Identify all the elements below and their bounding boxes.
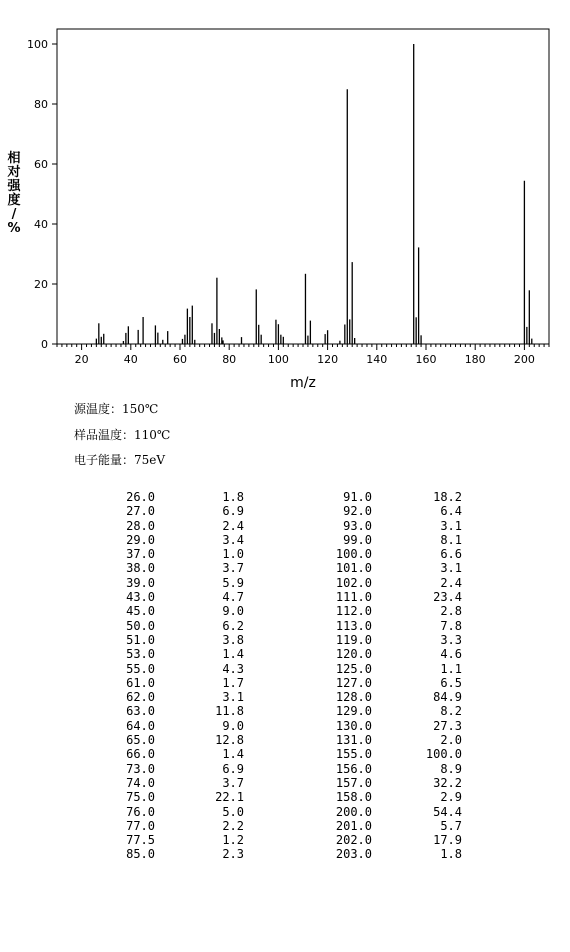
table-row xyxy=(0,490,570,504)
y-tick-label: 0 xyxy=(41,338,48,351)
intensity-cell: 6.9 xyxy=(222,761,244,776)
mz-cell: 113.0 xyxy=(335,618,372,633)
table-row xyxy=(0,690,570,704)
intensity-cell: 6.9 xyxy=(222,504,244,519)
source-temperature: 源温度：150℃ xyxy=(74,402,159,416)
intensity-cell: 8.2 xyxy=(440,704,462,719)
intensity-cell: 1.4 xyxy=(222,647,244,662)
mz-cell: 125.0 xyxy=(335,661,372,676)
intensity-cell: 3.1 xyxy=(222,690,244,705)
intensity-cell: 4.6 xyxy=(440,647,462,662)
mz-cell: 75.0 xyxy=(126,790,155,805)
intensity-cell: 2.3 xyxy=(222,847,244,862)
y-axis-label-glyph: 相 xyxy=(7,151,21,166)
intensity-cell: 1.7 xyxy=(222,675,244,690)
mz-cell: 55.0 xyxy=(126,661,155,676)
mz-cell: 61.0 xyxy=(126,675,155,690)
y-axis-label-glyph: 强 xyxy=(7,179,21,194)
intensity-cell: 100.0 xyxy=(425,747,462,762)
table-row xyxy=(0,805,570,819)
x-tick-label: 100 xyxy=(267,353,289,366)
x-tick-label: 160 xyxy=(415,353,437,366)
table-row xyxy=(0,590,570,604)
intensity-cell: 2.4 xyxy=(440,575,462,590)
table-row xyxy=(0,747,570,761)
mz-cell: 27.0 xyxy=(126,504,155,519)
table-row xyxy=(0,662,570,676)
mz-cell: 65.0 xyxy=(126,733,155,748)
plot-border xyxy=(57,29,549,344)
intensity-cell: 6.6 xyxy=(440,547,462,562)
mz-cell: 130.0 xyxy=(335,718,372,733)
x-tick-label: 20 xyxy=(74,353,89,366)
intensity-cell: 11.8 xyxy=(215,704,244,719)
mz-cell: 131.0 xyxy=(335,733,372,748)
mz-cell: 85.0 xyxy=(126,847,155,862)
x-tick-label: 140 xyxy=(366,353,388,366)
x-tick-label: 120 xyxy=(317,353,339,366)
mz-cell: 201.0 xyxy=(335,818,372,833)
table-row xyxy=(0,547,570,561)
mz-cell: 45.0 xyxy=(126,604,155,619)
intensity-cell: 22.1 xyxy=(215,790,244,805)
intensity-cell: 3.4 xyxy=(222,532,244,547)
y-axis-label-glyph: 度 xyxy=(7,193,21,208)
x-axis-label: m/z xyxy=(290,375,316,391)
y-tick-label: 100 xyxy=(27,38,48,51)
intensity-cell: 5.0 xyxy=(222,804,244,819)
mz-cell: 53.0 xyxy=(126,647,155,662)
mz-cell: 74.0 xyxy=(126,775,155,790)
mz-cell: 76.0 xyxy=(126,804,155,819)
mass-spectrum-chart xyxy=(0,0,570,395)
y-tick-label: 40 xyxy=(34,218,48,231)
table-row xyxy=(0,762,570,776)
mz-cell: 51.0 xyxy=(126,632,155,647)
mz-cell: 155.0 xyxy=(335,747,372,762)
spectrum-bars xyxy=(96,44,531,344)
mz-cell: 102.0 xyxy=(335,575,372,590)
y-axis-label-glyph: % xyxy=(7,221,21,236)
electron-energy: 电子能量：75eV xyxy=(74,453,166,467)
intensity-cell: 9.0 xyxy=(222,718,244,733)
intensity-cell: 18.2 xyxy=(433,490,462,504)
x-axis xyxy=(57,344,549,366)
intensity-cell: 4.7 xyxy=(222,590,244,605)
x-tick-label: 40 xyxy=(123,353,138,366)
mz-cell: 112.0 xyxy=(335,604,372,619)
intensity-cell: 3.1 xyxy=(440,561,462,576)
intensity-cell: 3.1 xyxy=(440,518,462,533)
mz-cell: 77.5 xyxy=(126,833,155,848)
table-row xyxy=(0,619,570,633)
table-row xyxy=(0,519,570,533)
plot-area xyxy=(57,29,549,344)
mz-cell: 202.0 xyxy=(335,833,372,848)
intensity-cell: 32.2 xyxy=(433,775,462,790)
y-axis xyxy=(27,38,57,351)
mz-cell: 29.0 xyxy=(126,532,155,547)
mz-cell: 119.0 xyxy=(335,632,372,647)
table-row xyxy=(0,833,570,847)
table-row xyxy=(0,704,570,718)
x-tick-label: 60 xyxy=(173,353,187,366)
mz-cell: 128.0 xyxy=(335,690,372,705)
intensity-cell: 6.4 xyxy=(440,504,462,519)
intensity-cell: 5.7 xyxy=(440,818,462,833)
intensity-cell: 5.9 xyxy=(222,575,244,590)
mz-cell: 73.0 xyxy=(126,761,155,776)
intensity-cell: 1.8 xyxy=(440,847,462,862)
table-row xyxy=(0,776,570,790)
intensity-cell: 54.4 xyxy=(433,804,462,819)
mz-cell: 43.0 xyxy=(126,590,155,605)
intensity-cell: 2.0 xyxy=(440,733,462,748)
intensity-cell: 1.1 xyxy=(440,661,462,676)
intensity-cell: 2.2 xyxy=(222,818,244,833)
table-row xyxy=(0,561,570,575)
table-row xyxy=(0,633,570,647)
x-tick-label: 200 xyxy=(513,353,535,366)
sample-temperature: 样品温度：110℃ xyxy=(74,428,171,442)
intensity-cell: 2.4 xyxy=(222,518,244,533)
mz-cell: 38.0 xyxy=(126,561,155,576)
intensity-cell: 84.9 xyxy=(433,690,462,705)
table-row xyxy=(0,604,570,618)
table-row xyxy=(0,676,570,690)
mz-cell: 64.0 xyxy=(126,718,155,733)
intensity-cell: 8.1 xyxy=(440,532,462,547)
mz-cell: 200.0 xyxy=(335,804,372,819)
intensity-cell: 6.2 xyxy=(222,618,244,633)
mz-cell: 100.0 xyxy=(335,547,372,562)
intensity-cell: 17.9 xyxy=(433,833,462,848)
intensity-cell: 3.7 xyxy=(222,561,244,576)
table-row xyxy=(0,647,570,661)
intensity-cell: 7.8 xyxy=(440,618,462,633)
table-row xyxy=(0,790,570,804)
intensity-cell: 2.9 xyxy=(440,790,462,805)
intensity-cell: 2.8 xyxy=(440,604,462,619)
mz-cell: 156.0 xyxy=(335,761,372,776)
intensity-cell: 3.8 xyxy=(222,632,244,647)
intensity-cell: 1.8 xyxy=(222,490,244,504)
y-tick-label: 20 xyxy=(34,278,48,291)
mz-cell: 91.0 xyxy=(343,490,372,504)
mz-cell: 129.0 xyxy=(335,704,372,719)
mz-cell: 63.0 xyxy=(126,704,155,719)
table-row xyxy=(0,504,570,518)
mz-cell: 39.0 xyxy=(126,575,155,590)
table-row xyxy=(0,819,570,833)
y-axis-label xyxy=(6,150,21,236)
intensity-cell: 4.3 xyxy=(222,661,244,676)
y-axis-label-glyph: / xyxy=(11,207,17,222)
mz-cell: 62.0 xyxy=(126,690,155,705)
mz-cell: 66.0 xyxy=(126,747,155,762)
table-row xyxy=(0,576,570,590)
intensity-cell: 1.0 xyxy=(222,547,244,562)
intensity-cell: 9.0 xyxy=(222,604,244,619)
x-tick-label: 180 xyxy=(464,353,486,366)
intensity-cell: 1.4 xyxy=(222,747,244,762)
mz-cell: 158.0 xyxy=(335,790,372,805)
intensity-cell: 6.5 xyxy=(440,675,462,690)
intensity-cell: 8.9 xyxy=(440,761,462,776)
intensity-cell: 3.3 xyxy=(440,632,462,647)
mz-cell: 26.0 xyxy=(126,490,155,504)
mz-cell: 37.0 xyxy=(126,547,155,562)
mz-cell: 99.0 xyxy=(343,532,372,547)
intensity-cell: 1.2 xyxy=(222,833,244,848)
mz-cell: 50.0 xyxy=(126,618,155,633)
intensity-cell: 27.3 xyxy=(433,718,462,733)
mz-cell: 101.0 xyxy=(335,561,372,576)
mz-cell: 111.0 xyxy=(335,590,372,605)
y-axis-label-glyph: 对 xyxy=(7,165,21,180)
table-row xyxy=(0,847,570,861)
mz-cell: 77.0 xyxy=(126,818,155,833)
mz-cell: 28.0 xyxy=(126,518,155,533)
x-tick-label: 80 xyxy=(222,353,237,366)
mz-cell: 157.0 xyxy=(335,775,372,790)
mz-cell: 203.0 xyxy=(335,847,372,862)
intensity-cell: 23.4 xyxy=(433,590,462,605)
table-row xyxy=(0,733,570,747)
peak-table xyxy=(0,490,570,862)
mz-cell: 93.0 xyxy=(343,518,372,533)
y-tick-label: 80 xyxy=(34,98,48,111)
mz-cell: 120.0 xyxy=(335,647,372,662)
intensity-cell: 12.8 xyxy=(215,733,244,748)
table-row xyxy=(0,719,570,733)
intensity-cell: 3.7 xyxy=(222,775,244,790)
mz-cell: 92.0 xyxy=(343,504,372,519)
y-tick-label: 60 xyxy=(34,158,48,171)
table-row xyxy=(0,533,570,547)
mz-cell: 127.0 xyxy=(335,675,372,690)
